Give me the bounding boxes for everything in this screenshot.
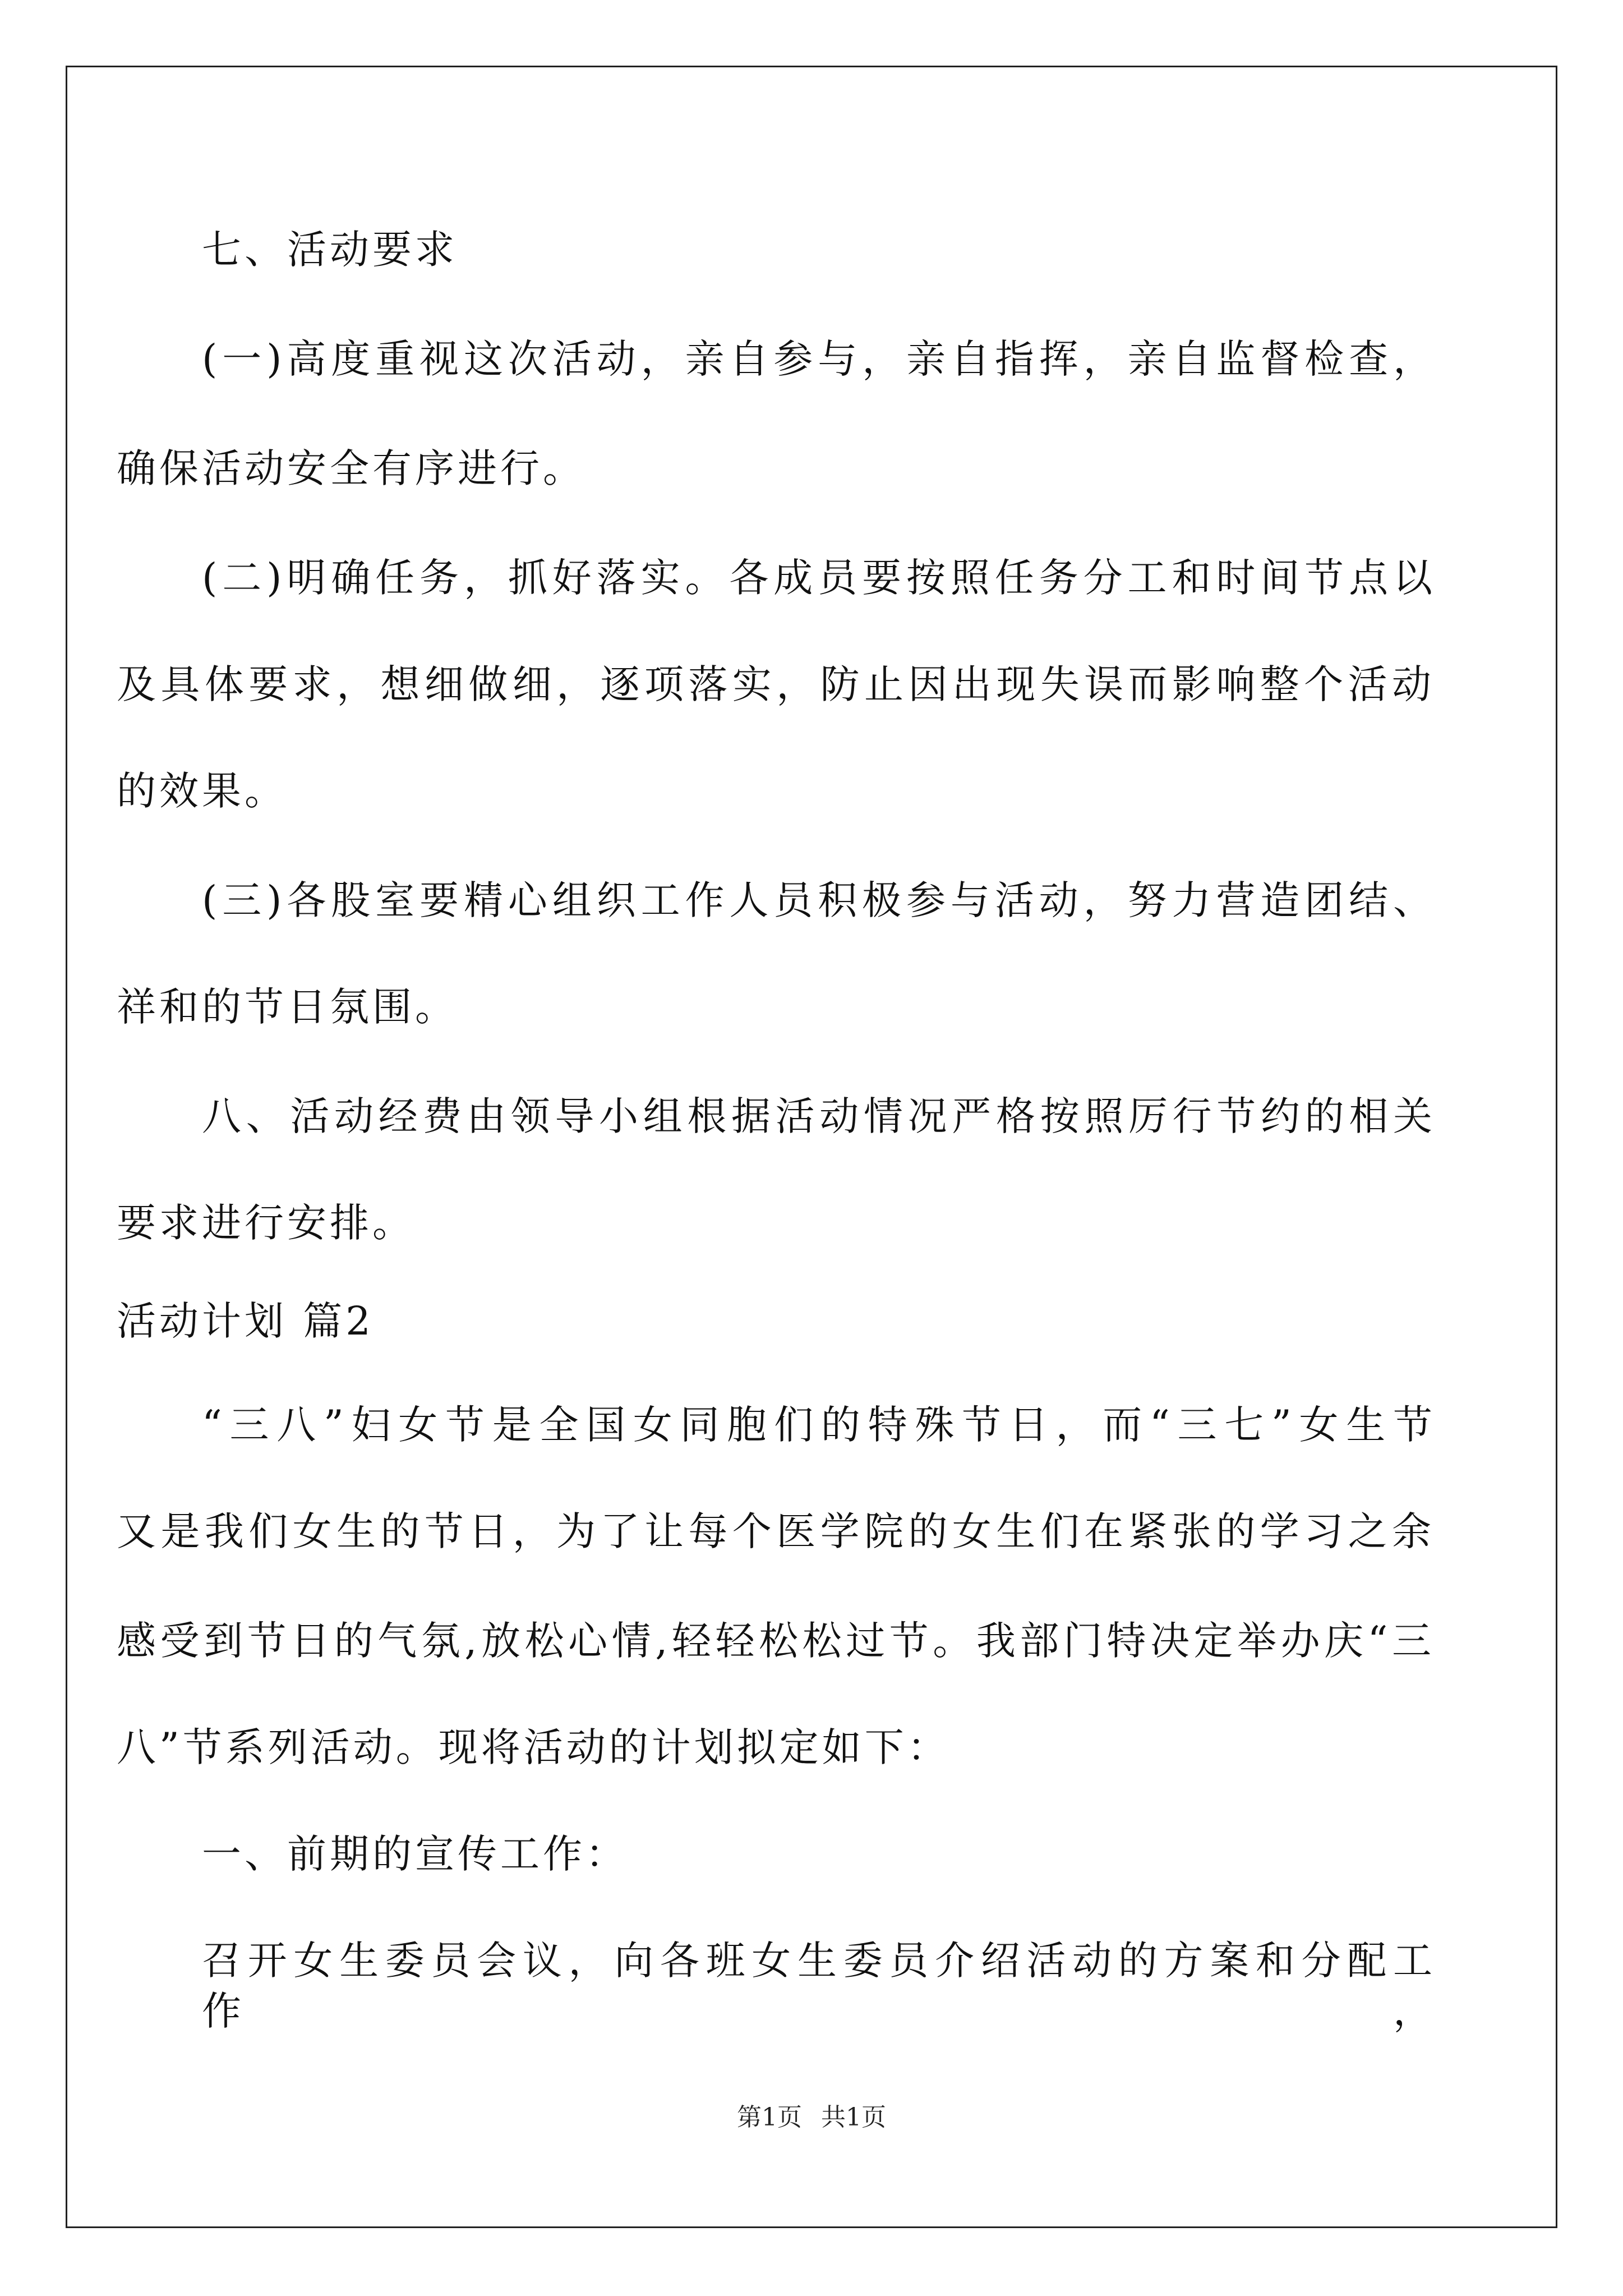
paragraph-line: 的效果。 — [117, 768, 287, 814]
paragraph-line: 确保活动安全有序进行。 — [117, 445, 585, 491]
paragraph-line: 要求进行安排。 — [117, 1200, 415, 1246]
paragraph-line: (三)各股室要精心组织工作人员积极参与活动，努力营造团结、 — [202, 877, 1436, 923]
page-footer — [0, 2101, 1623, 2134]
page-frame — [66, 66, 1557, 2228]
paragraph-line: “三八”妇女节是全国女同胞们的特殊节日，而“三七”女生节 — [202, 1402, 1436, 1448]
section-heading-7: 七、活动要求 — [202, 227, 458, 273]
paragraph-line: (二)明确任务，抓好落实。各成员要按照任务分工和时间节点以 — [202, 555, 1436, 601]
paragraph-line: (一)高度重视这次活动，亲自参与，亲自指挥，亲自监督检查， — [202, 336, 1436, 382]
section-heading-1: 一、前期的宣传工作： — [202, 1831, 628, 1877]
page-number-total: 共1页 — [821, 2103, 886, 2132]
paragraph-line: 及具体要求，想细做细，逐项落实，防止因出现失误而影响整个活动 — [117, 661, 1435, 707]
article-title: 活动计划 篇2 — [117, 1298, 374, 1344]
paragraph-line: 祥和的节日氛围。 — [117, 984, 458, 1030]
paragraph-line: 八”节系列活动。现将活动的计划拟定如下： — [117, 1724, 950, 1770]
section-heading-8: 八、活动经费由领导小组根据活动情况严格按照厉行节约的相关 — [202, 1093, 1436, 1139]
paragraph-line: 感受到节日的气氛,放松心情,轻轻松松过节。我部门特决定举办庆“三 — [117, 1618, 1435, 1664]
page-number-current: 第1页 — [737, 2103, 802, 2132]
paragraph-line: 又是我们女生的节日，为了让每个医学院的女生们在紧张的学习之余 — [117, 1508, 1435, 1554]
paragraph-line: 召开女生委员会议，向各班女生委员介绍活动的方案和分配工作， — [202, 1938, 1436, 2034]
